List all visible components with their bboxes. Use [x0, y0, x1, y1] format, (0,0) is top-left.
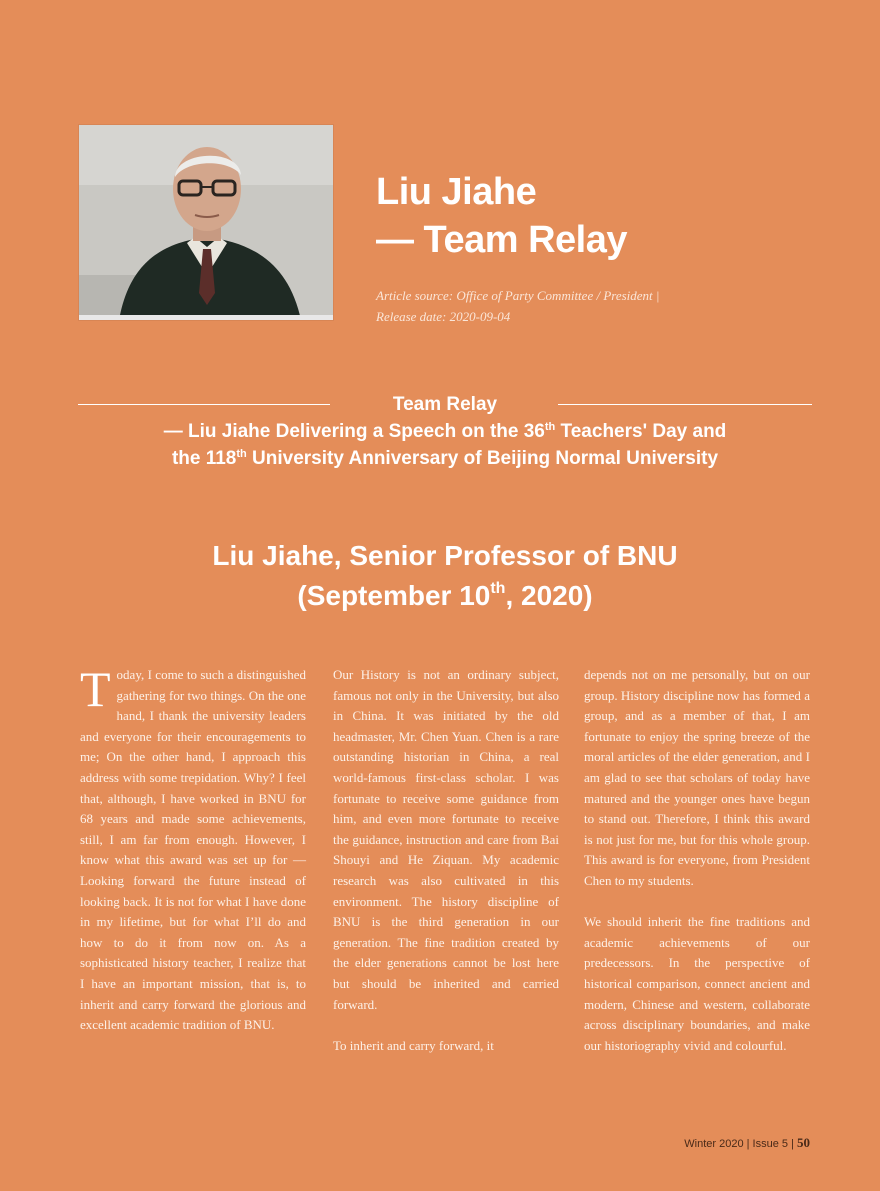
body-column-2 [333, 665, 559, 1056]
portrait-image [79, 125, 333, 320]
byline-line-1: Liu Jiahe, Senior Professor of BNU [212, 540, 678, 571]
body-column-3 [584, 665, 810, 1056]
speech-subheading [80, 391, 810, 472]
release-date: Release date: 2020-09-04 [376, 309, 511, 324]
title-line-2: — Team Relay [376, 219, 627, 261]
speaker-byline [80, 536, 810, 616]
subhead-line-3: the 118th University Anniversary of Beijing Normal University [171, 448, 719, 469]
paragraph: Today, I come to such a distinguished gathering for two things. On the one hand, I thank the university leaders and everyone for their encouragements to me; On the other hand, I approach this address with some trepidation. Why? I feel that, although, I have worked in BNU for 68 years and made some achievements, still, I am far from enough. However, I know what this award was set up for — Looking forward the future instead of looking back. It is not for what I have done in my lifetime, but for what I’ll do and how to do it from now on. As a sophisticated history teacher, I realize that I have an important mission, that is, to inherit and carry forward the glorious and excellent academic tradition of BNU. [80, 661, 306, 1033]
page-footer [684, 1135, 810, 1151]
subhead-line-1: Team Relay [392, 394, 498, 415]
body-column-1 [80, 661, 306, 1036]
paragraph: Our History is not an ordinary subject, famous not only in the University, but also in China. It was initiated by the old headmaster, Mr. Chen Yuan. Chen is a rare outstanding historian in China, a real world-famous first-class scholar. I was fortunate to receive some guidance from him, and even more fortunate to receive the guidance, instruction and care from Bai Shouyi and He Ziquan. My academic research was also cultivated in this environment. The history discipline of BNU is the third generation in our generation. The fine tradition created by the elder generations cannot be lost here but should be inherited and carried forward. [333, 667, 559, 1012]
article-source: Article source: Office of Party Committee / President | [376, 288, 660, 303]
page-number: 50 [797, 1135, 810, 1150]
subhead-line-2: — Liu Jiahe Delivering a Speech on the 36th Teachers' Day and [163, 421, 727, 442]
paragraph: depends not on me personally, but on our group. History discipline now has formed a group, and as a member of that, I am fortunate to enjoy the spring breeze of the moral articles of the elder generation, and I am glad to see that scholars of today have matured and the younger ones have begun to stand out. Therefore, I think this award is not just for me, but for this whole group. This award is for everyone, from President Chen to my students. [584, 667, 810, 888]
issue-info: Winter 2020 | Issue 5 | [684, 1138, 794, 1150]
paragraph: We should inherit the fine traditions and academic achievements of our predecessors. In the perspective of historical comparison, connect ancient and modern, Chinese and western, collaborate across disciplinary boundaries, and make our historiography vivid and colourful. [584, 914, 810, 1053]
article-title [376, 168, 846, 264]
drop-cap: T [80, 661, 111, 717]
article-meta [376, 285, 776, 327]
title-line-1: Liu Jiahe [376, 171, 537, 213]
paragraph: To inherit and carry forward, it [333, 1037, 494, 1053]
portrait-photo [79, 125, 333, 320]
byline-line-2: (September 10th, 2020) [297, 580, 593, 611]
